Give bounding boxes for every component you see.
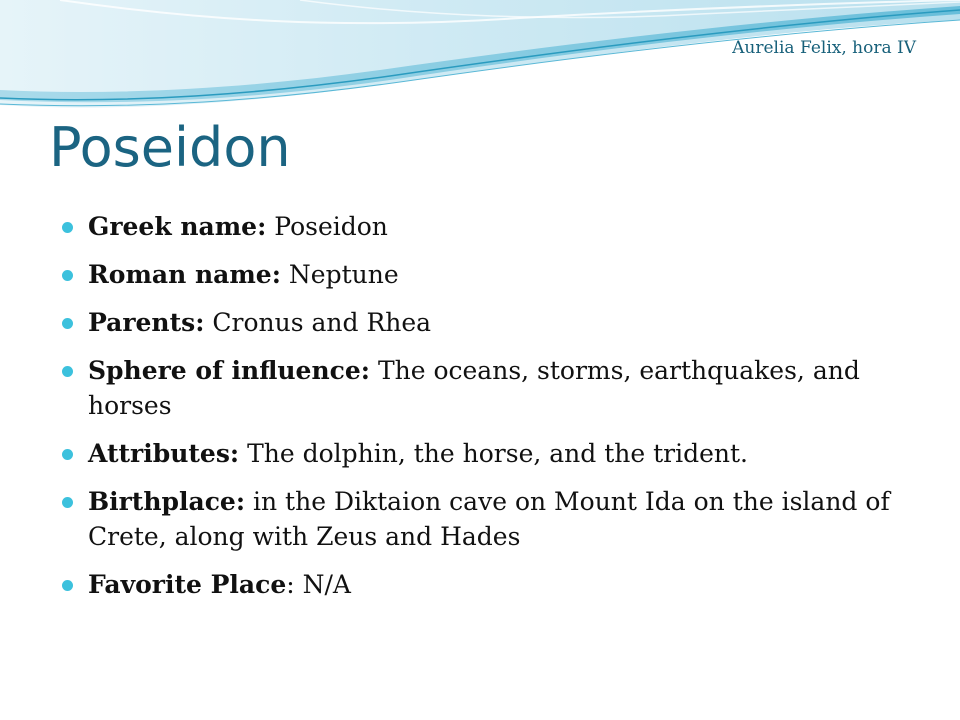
bullet-favorite-place <box>62 567 912 602</box>
bullet-text: : N/A <box>286 570 351 599</box>
bullet-list <box>62 209 912 615</box>
bullet-label: Roman name: <box>88 260 281 289</box>
bullet-label: Attributes: <box>88 439 240 468</box>
bullet-text: Cronus and Rhea <box>204 308 432 337</box>
bullet-dot-icon <box>62 222 73 233</box>
author-label: Aurelia Felix, hora IV <box>732 38 916 58</box>
wave-header-decoration <box>0 0 960 130</box>
bullet-label: Birthplace: <box>88 487 246 516</box>
bullet-text: Neptune <box>280 260 399 289</box>
bullet-roman-name <box>62 257 912 292</box>
bullet-sphere-of-influence <box>62 353 912 423</box>
bullet-text: The oceans, storms, earthquakes, and horses <box>88 356 860 420</box>
bullet-dot-icon <box>62 318 73 329</box>
bullet-dot-icon <box>62 497 73 508</box>
bullet-text: The dolphin, the horse, and the trident. <box>239 439 748 468</box>
bullet-text: Poseidon <box>266 212 388 241</box>
bullet-label: Sphere of influence: <box>88 356 370 385</box>
bullet-parents <box>62 305 912 340</box>
bullet-dot-icon <box>62 270 73 281</box>
bullet-dot-icon <box>62 366 73 377</box>
slide-title: Poseidon <box>49 116 291 179</box>
bullet-dot-icon <box>62 580 73 591</box>
bullet-birthplace <box>62 484 912 554</box>
bullet-label: Parents: <box>88 308 205 337</box>
bullet-attributes <box>62 436 912 471</box>
bullet-text: in the Diktaion cave on Mount Ida on the island of Crete, along with Zeus and Hades <box>88 487 890 551</box>
bullet-greek-name <box>62 209 912 244</box>
bullet-label: Greek name: <box>88 212 267 241</box>
bullet-label: Favorite Place <box>88 570 287 599</box>
bullet-dot-icon <box>62 449 73 460</box>
